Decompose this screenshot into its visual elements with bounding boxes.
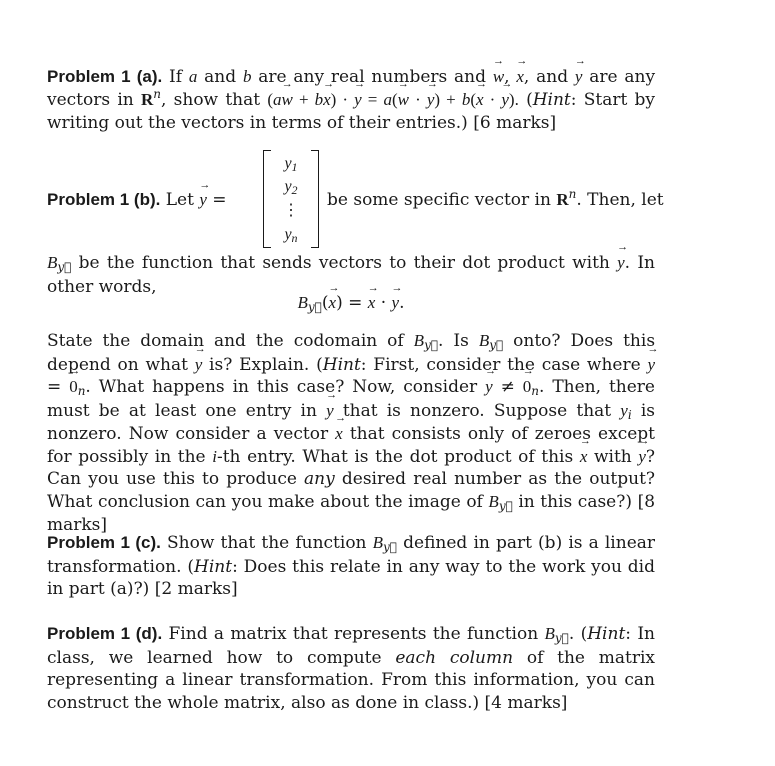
entry-y2: y2 [284, 178, 298, 197]
marks-1c: [2 marks] [154, 579, 238, 599]
marks-1b: [8 marks] [47, 491, 656, 535]
entry-yn: yn [284, 226, 298, 245]
entry-vdots: ⋮ [283, 202, 299, 219]
problem-1d: Problem 1 (d). Find a matrix that represents the function By⃗. (Hint: In class, we learned how to compute each column of the matrix representing a linear transformation. From this information, you can construct the whole matrix, also as done in class.) [4 marks] [47, 624, 656, 713]
problem-1b-line2: By⃗ be the function that sends vectors to their dot product with → y. In other words, [47, 252, 655, 298]
problem-1a-heading: Problem 1 (a). [47, 67, 163, 86]
problem-1c-heading: Problem 1 (c). [47, 533, 161, 552]
equation-linearity: (a→ w + b→ x) · → y = a(→ w · → y) + b(→ x · → y). [267, 90, 519, 109]
problem-1d-heading: Problem 1 (d). [47, 624, 163, 643]
marks-1a: [6 marks] [473, 113, 557, 133]
problem-1a: Problem 1 (a). If a and b are any real numbers and → w, → x, and → y are any vectors in $R^n$, show that (a→ w + b→ x) · → y = a(→ w · → y) + b(→ x · → y). (Hint: Start by writing out the vectors in terms of their entries.) [6 marks] [47, 66, 655, 135]
problem-1b-body: State the domain and the codomain of By⃗. Is By⃗ onto? Does this depend on what → y is? Explain. (Hint: First, consider the case where → y = → 0n. What happens in this case? Now, consider → y ≠ → 0n. Then, there must be at least one entry in → y that is nonzero. Suppose that yi is nonzero. Now consider a vector → x that consists only of zeroes except for possibly in the i-th entry. What is the dot product of this → x with → y? Can you use this to produce any desired real number as the output? What conclusion can you make about the image of By⃗ in this case?) [8 marks] [47, 330, 655, 537]
problem-1b-definition: Problem 1 (b). Let → y = y1 y2 ⋮ yn be some specific vector in $R^n$. Then, let [47, 148, 655, 252]
column-vector-y [263, 148, 319, 250]
entry-y1: y1 [284, 155, 298, 174]
marks-1d: [4 marks] [484, 692, 568, 713]
problem-1b-heading: Problem 1 (b). [47, 190, 161, 209]
equation-b-definition: By⃗(→ x) = → x · → y. [47, 293, 655, 313]
problem-1c: Problem 1 (c). Show that the function By⃗ defined in part (b) is a linear transformation. (Hint: Does this relate in any way to the work you did in part (a)?) [2 marks] [47, 533, 656, 599]
